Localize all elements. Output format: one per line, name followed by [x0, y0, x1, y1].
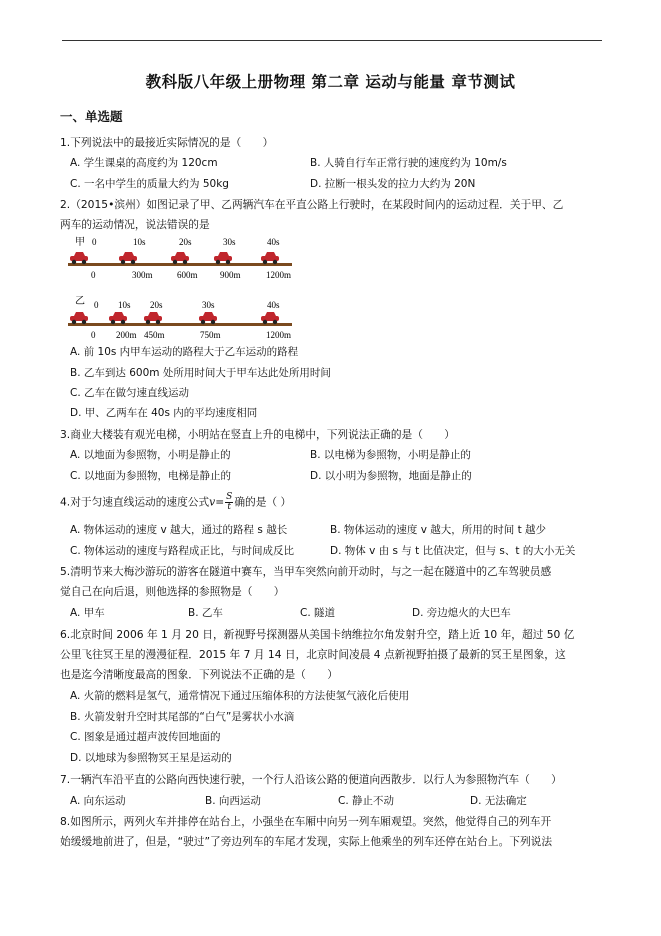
- question-7-stem: 7.一辆汽车沿平直的公路向西快速行驶，一个行人沿该公路的便道向西散步．以行人为参照物汽车（ ）: [60, 773, 562, 786]
- jia-time-0: 0: [92, 237, 97, 247]
- formula-equals: =: [215, 495, 225, 509]
- q3-option-a: A. 以地面为参照物，小明是静止的: [70, 449, 231, 461]
- yi-time-0: 0: [94, 300, 99, 310]
- q4-option-a: A. 物体运动的速度 v 越大，通过的路程 s 越长: [70, 524, 288, 536]
- formula-denominator: t: [227, 502, 232, 512]
- header-rule: [62, 40, 602, 41]
- car-yi-times: [94, 300, 280, 310]
- question-1-stem: 1.下列说法中的最接近实际情况的是（ ）: [60, 136, 274, 149]
- q6-option-c: C. 图象是通过超声波传回地面的: [70, 731, 221, 743]
- q6-option-b: B. 火箭发射升空时其尾部的“白气”是雾状小水滴: [70, 711, 295, 723]
- q1-option-b: B. 人骑自行车正常行驶的速度约为 10m/s: [310, 157, 507, 169]
- car-yi-0: [70, 312, 88, 324]
- q1-option-d: D. 拉断一根头发的拉力大约为 20N: [310, 178, 476, 190]
- q3-option-d: D. 以小明为参照物，地面是静止的: [310, 470, 472, 482]
- car-jia-10s: [119, 252, 137, 264]
- page-title: 教科版八年级上册物理 第二章 运动与能量 章节测试: [145, 73, 516, 91]
- q2-option-d: D. 甲、乙两车在 40s 内的平均速度相同: [70, 407, 258, 419]
- q4-stem-prefix: 4.对于匀速直线运动的速度公式: [60, 495, 210, 509]
- q7-option-c: C. 静止不动: [338, 795, 395, 807]
- section-heading: 一、单选题: [60, 109, 123, 124]
- formula-fraction: [225, 493, 233, 512]
- jia-dist-600: 600m: [177, 270, 198, 280]
- yi-dist-0: 0: [91, 330, 96, 340]
- car-yi-10s: [109, 312, 127, 324]
- formula-v: v: [209, 495, 216, 509]
- road-jia: [68, 263, 292, 266]
- car-jia-distances: [91, 270, 291, 280]
- car-jia-40s: [261, 252, 279, 264]
- q4-option-d: D. 物体 v 由 s 与 t 比值决定，但与 s、t 的大小无关: [330, 545, 576, 557]
- q4-option-c: C. 物体运动的速度与路程成正比，与时间成反比: [70, 545, 295, 557]
- jia-time-10s: 10s: [133, 237, 146, 247]
- q7-option-b: B. 向西运动: [205, 795, 261, 807]
- q6-option-a: A. 火箭的燃料是氢气，通常情况下通过压缩体积的方法使氢气液化后使用: [70, 690, 410, 702]
- question-6-stem-line2: 公里飞往冥王星的漫漫征程．2015 年 7 月 14 日，北京时间凌晨 4 点新视野拍摄了最新的冥王星图象，这: [60, 648, 566, 661]
- q5-option-b: B. 乙车: [188, 607, 223, 619]
- question-8-stem-line1: 8.如图所示，两列火车并排停在站台上，小强坐在车厢中向另一列车厢观望。突然，他觉得自己的列车开: [60, 815, 552, 828]
- q1-option-a: A. 学生课桌的高度约为 120cm: [70, 157, 218, 169]
- q4-stem-suffix: 确的是（ ）: [234, 495, 292, 509]
- car-jia-0: [70, 252, 88, 264]
- q2-option-c: C. 乙车在做匀速直线运动: [70, 387, 190, 399]
- q5-option-c: C. 隧道: [300, 607, 336, 619]
- yi-dist-450: 450m: [144, 330, 165, 340]
- formula-numerator: S: [226, 492, 233, 502]
- jia-dist-0: 0: [91, 270, 96, 280]
- q2-option-b: B. 乙车到达 600m 处所用时间大于甲车达此处所用时间: [70, 367, 331, 379]
- question-4-stem: [60, 493, 291, 512]
- car-jia-30s: [214, 252, 232, 264]
- jia-dist-1200: 1200m: [266, 270, 292, 280]
- jia-dist-900: 900m: [220, 270, 241, 280]
- q5-option-d: D. 旁边熄火的大巴车: [412, 607, 511, 619]
- jia-dist-300: 300m: [132, 270, 153, 280]
- q6-option-d: D. 以地球为参照物冥王星是运动的: [70, 752, 232, 764]
- car-jia-label: 甲: [75, 237, 85, 248]
- question-6-stem-line1: 6.北京时间 2006 年 1 月 20 日，新视野号探测器从美国卡纳维拉尔角发射升空，踏上近 10 年，超过 50 亿: [60, 628, 575, 641]
- q3-option-c: C. 以地面为参照物，电梯是静止的: [70, 470, 232, 482]
- question-2-stem-line1: 2.（2015•滨州）如图记录了甲、乙两辆汽车在平直公路上行驶时，在某段时间内的运动过程．关于甲、乙: [60, 198, 564, 211]
- car-yi-40s: [261, 312, 279, 324]
- yi-time-40s: 40s: [267, 300, 280, 310]
- yi-time-10s: 10s: [118, 300, 131, 310]
- car-jia-times: [92, 237, 280, 247]
- question-5-stem-line1: 5.清明节来大梅沙游玩的游客在隧道中赛车，当甲车突然向前开动时，与之一起在隧道中的乙车驾驶员感: [60, 565, 552, 578]
- car-yi-distances: [91, 330, 291, 340]
- q5-option-a: A. 甲车: [70, 607, 105, 619]
- car-yi-20s: [144, 312, 162, 324]
- yi-time-20s: 20s: [150, 300, 163, 310]
- jia-time-30s: 30s: [223, 237, 236, 247]
- q7-option-a: A. 向东运动: [70, 795, 126, 807]
- car-yi-30s: [199, 312, 217, 324]
- q2-option-a: A. 前 10s 内甲车运动的路程大于乙车运动的路程: [70, 346, 299, 358]
- question-5-stem-line2: 觉自己在向后退，则他选择的参照物是（ ）: [60, 585, 285, 598]
- yi-dist-750: 750m: [200, 330, 221, 340]
- yi-time-30s: 30s: [202, 300, 215, 310]
- car-yi-label: 乙: [75, 296, 85, 307]
- yi-dist-1200: 1200m: [266, 330, 292, 340]
- road-yi: [68, 323, 292, 326]
- jia-time-20s: 20s: [179, 237, 192, 247]
- question-3-stem: 3.商业大楼装有观光电梯，小明站在竖直上升的电梯中，下列说法正确的是（ ）: [60, 428, 455, 441]
- car-jia-20s: [171, 252, 189, 264]
- q3-option-b: B. 以电梯为参照物，小明是静止的: [310, 449, 471, 461]
- jia-time-40s: 40s: [267, 237, 280, 247]
- question-8-stem-line2: 始缓缓地前进了，但是，“驶过”了旁边列车的车尾才发现，实际上他乘坐的列车还停在站台上。下列说法: [60, 835, 553, 848]
- question-2-stem-line2: 两车的运动情况，说法错误的是: [60, 218, 210, 231]
- q1-option-c: C. 一名中学生的质量大约为 50kg: [70, 178, 229, 190]
- q7-option-d: D. 无法确定: [470, 795, 527, 807]
- yi-dist-200: 200m: [116, 330, 137, 340]
- car-motion-diagram: [60, 234, 310, 342]
- question-6-stem-line3: 也是迄今清晰度最高的图象．下列说法不正确的是（ ）: [60, 668, 338, 681]
- q4-option-b: B. 物体运动的速度 v 越大，所用的时间 t 越少: [330, 524, 547, 536]
